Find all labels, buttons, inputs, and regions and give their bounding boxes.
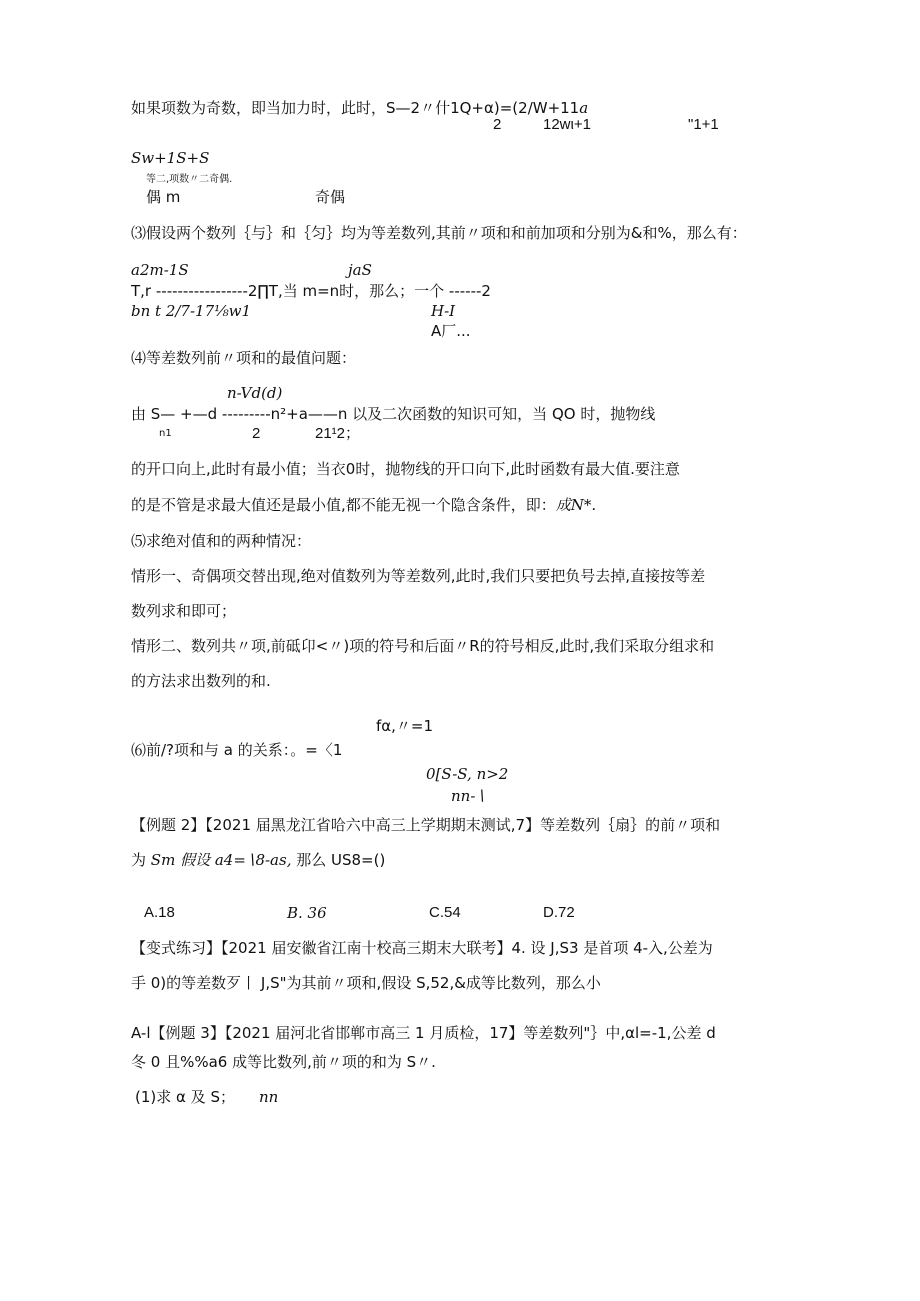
text-line-20: 情形二、数列共〃项,前砥卬<〃)项的符号和后面〃R的符号相反,此时,我们采取分组求和 — [131, 637, 715, 655]
text-line-25: nn-∖ — [451, 787, 485, 805]
text-line-22: fα,〃=1 — [376, 717, 434, 735]
text-line-4: 等二,项数〃二奇偶. — [146, 174, 233, 185]
text-line-19: 数列求和即可； — [131, 602, 237, 620]
text-line-14b: 2 — [252, 425, 261, 442]
text-line-21: 的方法求出数列的和. — [131, 672, 271, 690]
text-line-15: 的开口向上,此时有最小值；当衣0时，抛物线的开口向下,此时函数有最大值.要注意 — [131, 460, 680, 478]
text-line-31: 冬 0 且%%a6 成等比数列,前〃项的和为 S〃. — [131, 1053, 436, 1071]
text-line-11: ⑷等差数列前〃项和的最值问题： — [131, 349, 357, 367]
text-line-29: 手 0)的等差数歹丨 J,S"为其前〃项和,假设 S,52,&成等比数列，那么小 — [131, 974, 601, 992]
text-line-1: 如果项数为奇数，即当加力时，此时，S—2〃什1Q+α)=(2/W+11a — [131, 99, 589, 117]
text-line-10: A厂... — [431, 322, 471, 340]
text-line-3: Sw+1S+S — [131, 149, 210, 167]
text-line-27: 为 Sm 假设 a4=∖8-as, 那么 US8=() — [131, 851, 386, 869]
text-line-17: ⑸求绝对值和的两种情况： — [131, 532, 312, 550]
text-line-16: 的是不管是求最大值还是最小值,都不能无视一个隐含条件，即：成N*. — [131, 496, 597, 514]
text-line-14c: 21¹2； — [315, 425, 361, 442]
text-line-14a: n1 — [159, 428, 172, 439]
option-c: C.54 — [429, 904, 461, 921]
text-line-32a: (1)求 α 及 S； — [135, 1088, 235, 1106]
text-line-12: n-Vd(d) — [227, 384, 283, 402]
text-line-32b: nn — [259, 1088, 279, 1106]
text-line-5b: 奇偶 — [315, 188, 346, 206]
option-a: A.18 — [144, 904, 175, 921]
text-line-2b: 12wι+1 — [543, 116, 591, 133]
text-line-5a: 偶 m — [146, 188, 181, 206]
text-line-7b: jaS — [348, 261, 372, 279]
text-line-9a: bn t 2/7-17⅛w1 — [131, 302, 252, 320]
text-line-23: ⑹前/?项和与 a 的关系：。=〈1 — [131, 741, 343, 759]
text-line-6: ⑶假设两个数列｛与｝和｛匀｝均为等差数列,其前〃项和和前加项和分别为&和%，那么有： — [131, 224, 747, 242]
text-line-13: 由 S— +—d ---------n²+a——n 以及二次函数的知识可知，当 QO 时，抛物线 — [131, 405, 656, 423]
text-line-9b: H-I — [431, 302, 456, 320]
option-d: D.72 — [543, 904, 575, 921]
text-line-28: 【变式练习】【2021 届安徽省江南十校高三期末大联考】4. 设 J,S3 是首项 4-入,公差为 — [131, 939, 713, 957]
text-line-2c: "1+1 — [688, 116, 719, 133]
text-line-24: 0[S-S, n>2 — [426, 765, 509, 783]
text-line-30: A-l【例题 3】【2021 届河北省邯郸市高三 1 月质检，17】等差数列"｝中,αl=-1,公差 d — [131, 1024, 716, 1042]
text-line-18: 情形一、奇偶项交替出现,绝对值数列为等差数列,此时,我们只要把负号去掉,直接按等差 — [131, 567, 706, 585]
option-b: B. 36 — [287, 904, 327, 922]
text-line-26: 【例题 2】【2021 届黑龙江省哈六中高三上学期期末测试,7】等差数列｛扇｝的前〃项和 — [131, 816, 721, 834]
text-line-2a: 2 — [493, 116, 502, 133]
text-line-8: T,r -----------------2∏T,当 m=n时，那么；一个 ------2 — [131, 282, 491, 300]
text-line-7a: a2m-1S — [131, 261, 189, 279]
